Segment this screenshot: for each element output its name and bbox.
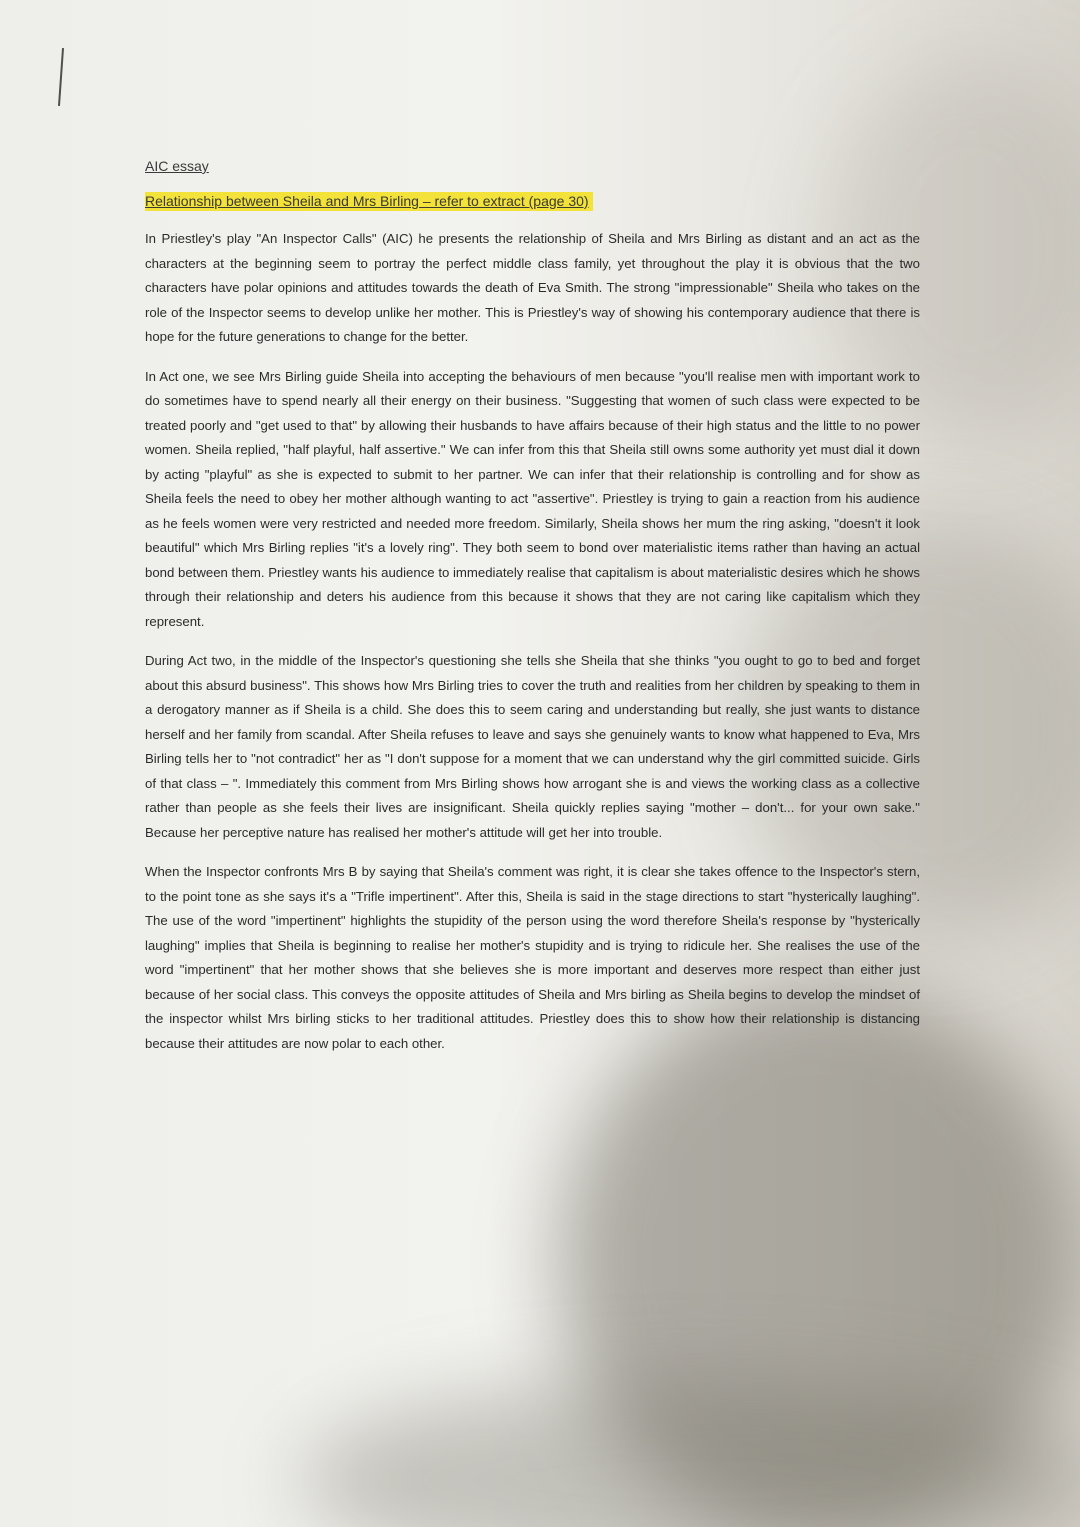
essay-body <box>145 158 920 1071</box>
pencil-mark <box>58 48 64 106</box>
paragraph-act-two: During Act two, in the middle of the Inspector's questioning she tells she Sheila that she thinks "you ought to go to bed and forget about this absurd business". This shows how Mrs Birling tries to cover the truth and realities from her children by speaking to them in a derogatory manner as if Sheila is a child. She does this to seem caring and understanding but really, she just wants to distance herself and her family from scandal. After Sheila refuses to leave and says she genuinely wants to know what happened to Eva, Mrs Birling tells her to "not contradict" her as "I don't suppose for a moment that we can understand why the girl committed suicide. Girls of that class – ". Immediately this comment from Mrs Birling shows how arrogant she is and views the working class as a collective rather than people as she feels their lives are insignificant. Sheila quickly replies saying "mother – don't... for your own sake." Because her perceptive nature has realised her mother's attitude will get her into trouble. <box>145 653 920 840</box>
paragraph-act-one: In Act one, we see Mrs Birling guide Sheila into accepting the behaviours of men because "you'll realise men with important work to do sometimes have to spend nearly all their energy on their business. "Suggesting that women of such class were expected to be treated poorly and "get used to that" by allowing their husbands to have affairs because of their high status and the little to no power women. Sheila replied, "half playful, half assertive." We can infer from this that Sheila still owns some authority yet must dial it down by acting "playful" as she is expected to submit to her partner. We can infer that their relationship is controlling and for show as Sheila feels the need to obey her mother although wanting to act "assertive". Priestley is trying to gain a reaction from his audience as he feels women were very restricted and needed more freedom. Similarly, Sheila shows her mum the ring asking, "doesn't it look beautiful" which Mrs Birling replies "it's a lovely ring". They both seem to bond over materialistic items rather than having an actual bond between them. Priestley wants his audience to immediately realise that capitalism is about materialistic desires which he shows through their relationship and deters his audience from this because it shows that they are not caring like capitalism which they represent. <box>145 368 920 629</box>
essay-label: AIC essay <box>145 158 209 174</box>
essay-heading: Relationship between Sheila and Mrs Birling – refer to extract (page 30) <box>145 192 593 211</box>
essay-label-wrap <box>145 158 920 192</box>
paragraph-intro: In Priestley's play "An Inspector Calls" (AIC) he presents the relationship of Sheila and Mrs Birling as distant and an act as the characters at the beginning seem to portray the perfect middle class family, yet throughout the play it is obvious that the two characters have polar opinions and attitudes towards the death of Eva Smith. The strong "impressionable" Sheila who takes on the role of the Inspector seems to develop unlike her mother. This is Priestley's way of showing his contemporary audience that there is hope for the future generations to change for the better. <box>145 231 920 344</box>
photo-shadow <box>300 1380 1080 1527</box>
essay-heading-wrap <box>145 192 920 211</box>
paragraph-inspector-confronts: When the Inspector confronts Mrs B by saying that Sheila's comment was right, it is clear she takes offence to the Inspector's stern, to the point tone as she says it's a "Trifle impertinent". After this, Sheila is said in the stage directions to start "hysterically laughing". The use of the word "impertinent" highlights the stupidity of the person using the word therefore Sheila's response by "hysterically laughing" implies that Sheila is beginning to realise her mother's stupidity and is trying to ridicule her. She realises the use of the word "impertinent" that her mother shows that she believes she is more important and deserves more respect than either just because of her social class. This conveys the opposite attitudes of Sheila and Mrs birling as Sheila begins to develop the mindset of the inspector whilst Mrs birling sticks to her traditional attitudes. Priestley does this to show how their relationship is distancing because their attitudes are now polar to each other. <box>145 864 920 1051</box>
